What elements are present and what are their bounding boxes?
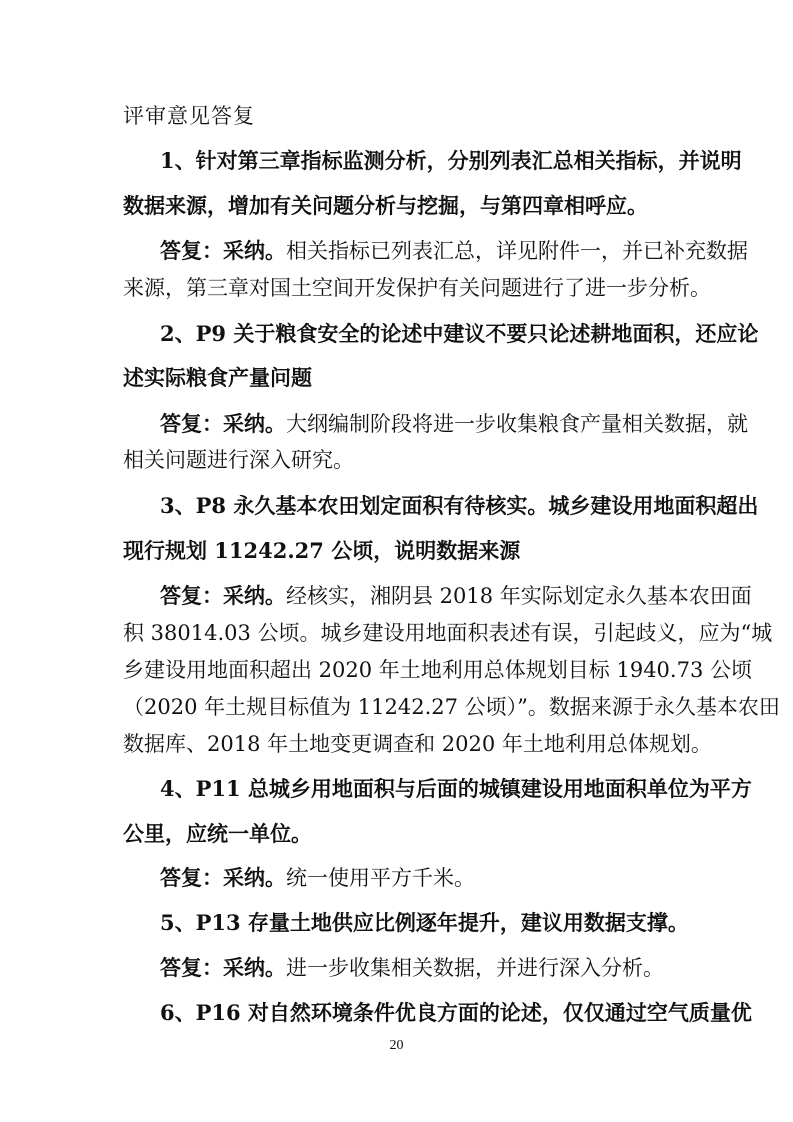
- answer-3-line-2: 积 38014.03 公顷。城乡建设用地面积表述有误，引起歧义，应为“城: [123, 621, 773, 645]
- question-2-line-1: 2、P9 关于粮食安全的论述中建议不要只论述耕地面积，还应论: [160, 321, 759, 346]
- question-5-line-1: 5、P13 存量土地供应比例逐年提升，建议用数据支撑。: [160, 910, 689, 935]
- question-6-line-1: 6、P16 对自然环境条件优良方面的论述，仅仅通过空气质量优: [160, 1000, 752, 1025]
- page-heading: 评审意见答复: [123, 104, 255, 128]
- answer-1-text: 相关指标已列表汇总，详见附件一，并已补充数据: [286, 239, 748, 263]
- answer-1-label: 答复：采纳。: [160, 238, 286, 263]
- answer-2-line-1: [160, 408, 748, 440]
- answer-1-line-1: [160, 235, 748, 267]
- answer-5-text: 进一步收集相关数据，并进行深入分析。: [286, 956, 664, 980]
- answer-3-line-3: 乡建设用地面积超出 2020 年土地利用总体规划目标 1940.73 公顷: [123, 658, 752, 682]
- answer-4-label: 答复：采纳。: [160, 865, 286, 890]
- answer-1-line-2: 来源，第三章对国土空间开发保护有关问题进行了进一步分析。: [123, 276, 711, 300]
- question-2-line-2: 述实际粮食产量问题: [123, 365, 312, 390]
- answer-5-label: 答复：采纳。: [160, 955, 286, 980]
- answer-3-line-5: 数据库、2018 年土地变更调查和 2020 年土地利用总体规划。: [123, 732, 712, 756]
- answer-2-line-2: 相关问题进行深入研究。: [123, 448, 354, 472]
- answer-4-line-1: [160, 862, 720, 894]
- page-number: 20: [389, 1038, 404, 1053]
- answer-4-text: 统一使用平方千米。: [286, 866, 475, 890]
- question-3-line-1: 3、P8 永久基本农田划定面积有待核实。城乡建设用地面积超出: [160, 493, 759, 518]
- answer-2-label: 答复：采纳。: [160, 411, 286, 436]
- answer-5-line-1: [160, 952, 720, 984]
- answer-3-line-4: （2020 年土规目标值为 11242.27 公顷）”。数据来源于永久基本农田: [123, 695, 780, 719]
- answer-3-text: 经核实，湘阴县 2018 年实际划定永久基本农田面: [286, 584, 752, 608]
- question-1-line-2: 数据来源，增加有关问题分析与挖掘，与第四章相呼应。: [123, 193, 648, 218]
- question-3-line-2: 现行规划 11242.27 公顷，说明数据来源: [123, 538, 521, 563]
- question-4-line-1: 4、P11 总城乡用地面积与后面的城镇建设用地面积单位为平方: [160, 776, 752, 801]
- answer-3-label: 答复：采纳。: [160, 583, 286, 608]
- answer-2-text: 大纲编制阶段将进一步收集粮食产量相关数据，就: [286, 412, 748, 436]
- question-1-line-1: 1、针对第三章指标监测分析，分别列表汇总相关指标，并说明: [160, 148, 742, 173]
- question-4-line-2: 公里，应统一单位。: [123, 821, 312, 846]
- answer-3-line-1: [160, 580, 752, 612]
